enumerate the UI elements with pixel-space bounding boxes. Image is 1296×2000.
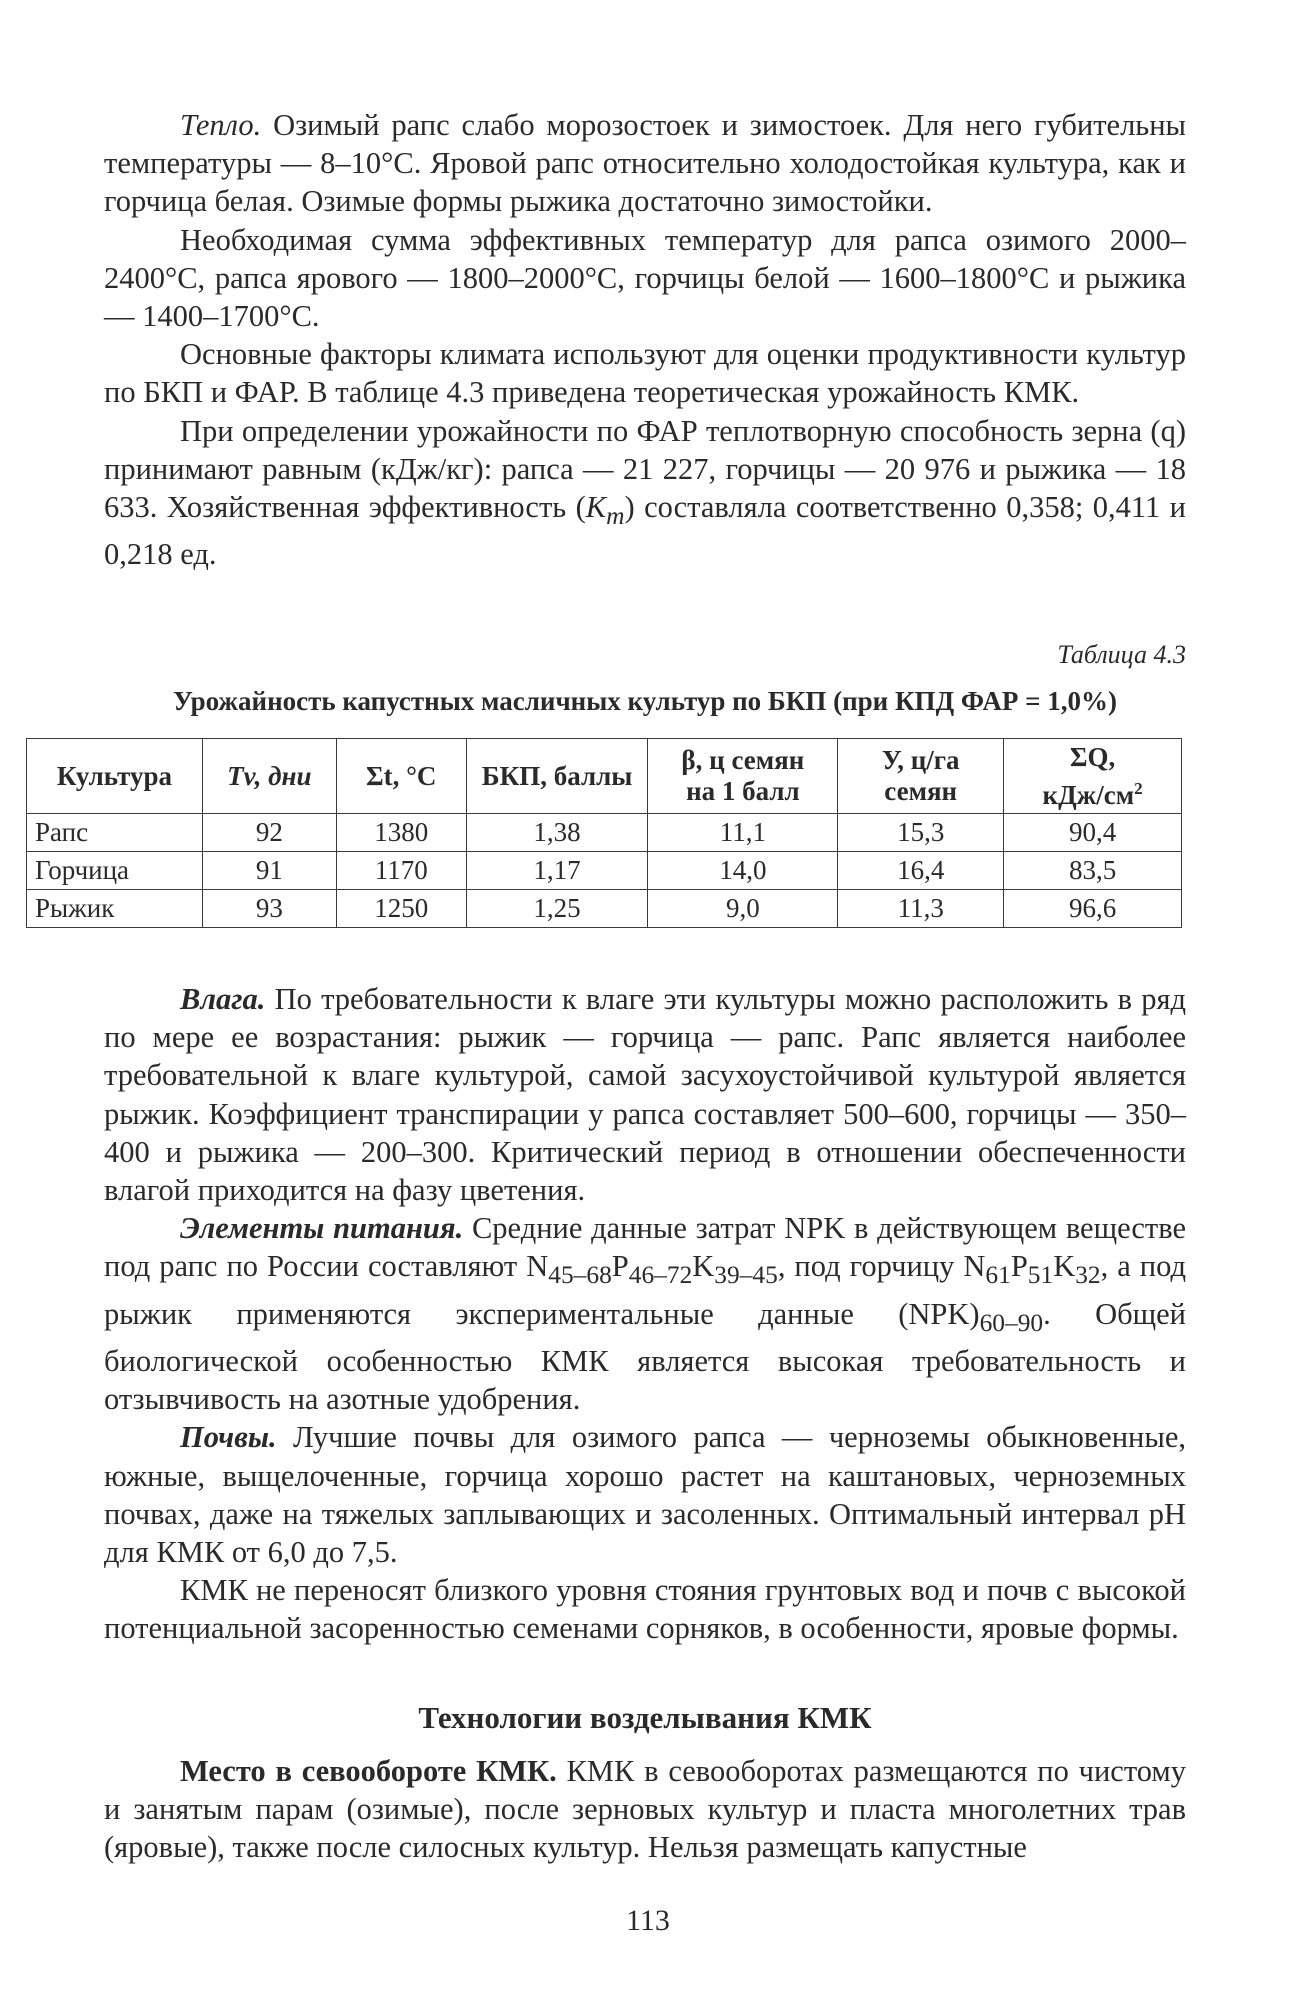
nutrition-subscript: 45–68 xyxy=(548,1261,612,1290)
nutrition-text: P xyxy=(1010,1249,1028,1284)
table-row xyxy=(27,814,1182,852)
cell-energy: 96,6 xyxy=(1004,890,1182,928)
cell-yield: 15,3 xyxy=(838,814,1004,852)
paragraph-moisture xyxy=(104,980,1186,1209)
paragraph-text: Лучшие почвы для озимого рапса — черноземы обыкновенные, южные, выщелоченные, горчица хорошо растет на каштановых, черноземных почвах, даже на тяжелых заплывающих и засоленных. Оптимальный интервал pH для КМК от 6,0 до 7,5. xyxy=(104,1420,1186,1570)
header-beta-line2: на 1 балл xyxy=(686,776,800,806)
table-title: Урожайность капустных масличных культур по БКП (при КПД ФАР = 1,0%) xyxy=(172,686,1117,716)
header-yield-line2: семян xyxy=(884,776,958,806)
table-row xyxy=(27,890,1182,928)
paragraph-text: Основные факторы климата используют для оценки продуктивности культур по БКП и ФАР. В таблице 4.3 приведена теоретическая урожайность КМК. xyxy=(104,337,1186,410)
nutrition-subscript: 32 xyxy=(1075,1261,1101,1290)
text-block-bottom xyxy=(104,980,1186,1648)
nutrition-text: , под горчицу N xyxy=(777,1249,986,1284)
yield-table xyxy=(26,738,1182,928)
nutrition-subscript: 39–45 xyxy=(714,1261,778,1290)
header-crop: Культура xyxy=(27,739,203,814)
cell-bkp: 1,38 xyxy=(466,814,648,852)
run-in-heading-nutrition: Элементы питания. xyxy=(180,1211,464,1246)
header-yield-line1: У, ц/га xyxy=(881,745,960,775)
paragraph-text: По требовательности к влаге эти культуры можно расположить в ряд по мере ее возрастания: рыжик — горчица — рапс. Рапс является наиболее требовательной к влаге культурой, самой засухоустойчивой культурой является рыжик. Коэффициент транспирации у рапса составляет 500–600, горчицы — 350–400 и рыжика — 200–300. Критический период в отношении обеспеченности влагой приходится на фазу цветения. xyxy=(104,982,1186,1208)
paragraph-text: ) составляла соответственно 0,358; 0,411 и 0,218 ед. xyxy=(104,490,1186,572)
cell-energy: 83,5 xyxy=(1004,852,1182,890)
table-caption: Таблица 4.3 xyxy=(1057,640,1186,669)
cell-sum-t: 1250 xyxy=(336,890,466,928)
paragraph-temperature-sum xyxy=(104,221,1186,336)
paragraph-rotation xyxy=(104,1752,1186,1867)
nutrition-subscript: 46–72 xyxy=(628,1261,693,1290)
nutrition-subscript: 61 xyxy=(985,1261,1011,1290)
paragraph-text: Необходимая сумма эффективных температур для рапса озимого 2000–2400°С, рапса ярового — 1800–2000°С, горчицы белой — 1600–1800°С и рыжика — 1400–1700°С. xyxy=(104,222,1186,334)
k-subscript: m xyxy=(606,502,625,531)
header-tv: Tv, дни xyxy=(202,739,336,814)
paragraph-nutrition xyxy=(104,1209,1186,1418)
nutrition-text: P xyxy=(611,1249,629,1284)
cell-crop: Рыжик xyxy=(27,890,203,928)
text-block-top xyxy=(104,106,1186,574)
nutrition-text: . Общей биологической особенностью КМК является высокая требовательность и отзывчивость на азотные удобрения. xyxy=(104,1296,1186,1417)
run-in-heading-soils: Почвы. xyxy=(180,1420,277,1455)
cell-beta: 14,0 xyxy=(648,852,838,890)
cell-bkp: 1,17 xyxy=(466,852,648,890)
cell-tv: 92 xyxy=(202,814,336,852)
paragraph-far-yield xyxy=(104,412,1186,574)
section-title: Технологии возделывания КМК xyxy=(418,1700,872,1735)
header-energy-line1: ΣQ, xyxy=(1069,741,1116,772)
run-in-heading-rotation: Место в севообороте КМК. xyxy=(180,1754,557,1788)
cell-crop: Горчица xyxy=(27,852,203,890)
cell-bkp: 1,25 xyxy=(466,890,648,928)
cell-tv: 91 xyxy=(202,852,336,890)
paragraph-text: КМК не переносят близкого уровня стояния грунтовых вод и почв с высокой потенциальной засоренностью семенами сорняков, в особенности, яровые формы. xyxy=(104,1573,1186,1646)
paragraph-soils xyxy=(104,1418,1186,1571)
nutrition-text: , а под рыжик применяются экспериментальные данные (NPK) xyxy=(104,1249,1186,1331)
text-block-rotation xyxy=(104,1752,1186,1867)
paragraph-climate-factors xyxy=(104,335,1186,411)
k-symbol: K xyxy=(585,490,607,525)
cell-sum-t: 1170 xyxy=(336,852,466,890)
cell-beta: 11,1 xyxy=(648,814,838,852)
cell-energy: 90,4 xyxy=(1004,814,1182,852)
paragraph-text: При определении урожайности по ФАР теплотворную способность зерна (q) принимают равным (кДж/кг): рапса — 21 227, горчицы — 20 976 и рыжика — 18 633. Хозяйственная эффективность ( xyxy=(104,413,1186,525)
header-beta-line1: β, ц семян xyxy=(681,745,805,775)
cell-yield: 11,3 xyxy=(838,890,1004,928)
header-beta xyxy=(648,739,838,814)
paragraph-groundwater xyxy=(104,1571,1186,1647)
nutrition-text: K xyxy=(692,1249,715,1284)
paragraph-text: Озимый рапс слабо морозостоек и зимостоек. Для него губительны температуры — 8–10°С. Яровой рапс относительно холодостойкая культура, как и горчица белая. Озимые формы рыжика достаточно зимостойки. xyxy=(104,108,1187,219)
run-in-heading-heat: Тепло. xyxy=(180,108,262,142)
nutrition-subscript: 51 xyxy=(1027,1261,1054,1290)
cell-sum-t: 1380 xyxy=(336,814,466,852)
header-bkp: БКП, баллы xyxy=(466,739,648,814)
cell-beta: 9,0 xyxy=(648,890,838,928)
cell-crop: Рапс xyxy=(27,814,203,852)
nutrition-text: Средние данные затрат NPK в действующем веществе под рапс по России составляют N xyxy=(104,1211,1186,1284)
page-number: 113 xyxy=(626,1904,670,1937)
nutrition-subscript: 60–90 xyxy=(979,1308,1044,1337)
header-energy-line2: кДж/см xyxy=(1042,779,1135,810)
header-yield xyxy=(838,739,1004,814)
cell-yield: 16,4 xyxy=(838,852,1004,890)
header-sum-t: Σt, °С xyxy=(336,739,466,814)
table-row xyxy=(27,852,1182,890)
table-header-row xyxy=(27,739,1182,814)
header-energy-sup: 2 xyxy=(1134,778,1143,798)
paragraph-text: КМК в севооборотах размещаются по чистому и занятым парам (озимые), после зерновых культур и пласта многолетних трав (яровые), также после силосных культур. Нельзя размещать капустные xyxy=(104,1754,1186,1865)
paragraph-heat xyxy=(104,106,1186,221)
header-energy xyxy=(1004,739,1182,814)
cell-tv: 93 xyxy=(202,890,336,928)
nutrition-text: K xyxy=(1053,1249,1076,1284)
run-in-heading-moisture: Влага. xyxy=(180,982,266,1016)
